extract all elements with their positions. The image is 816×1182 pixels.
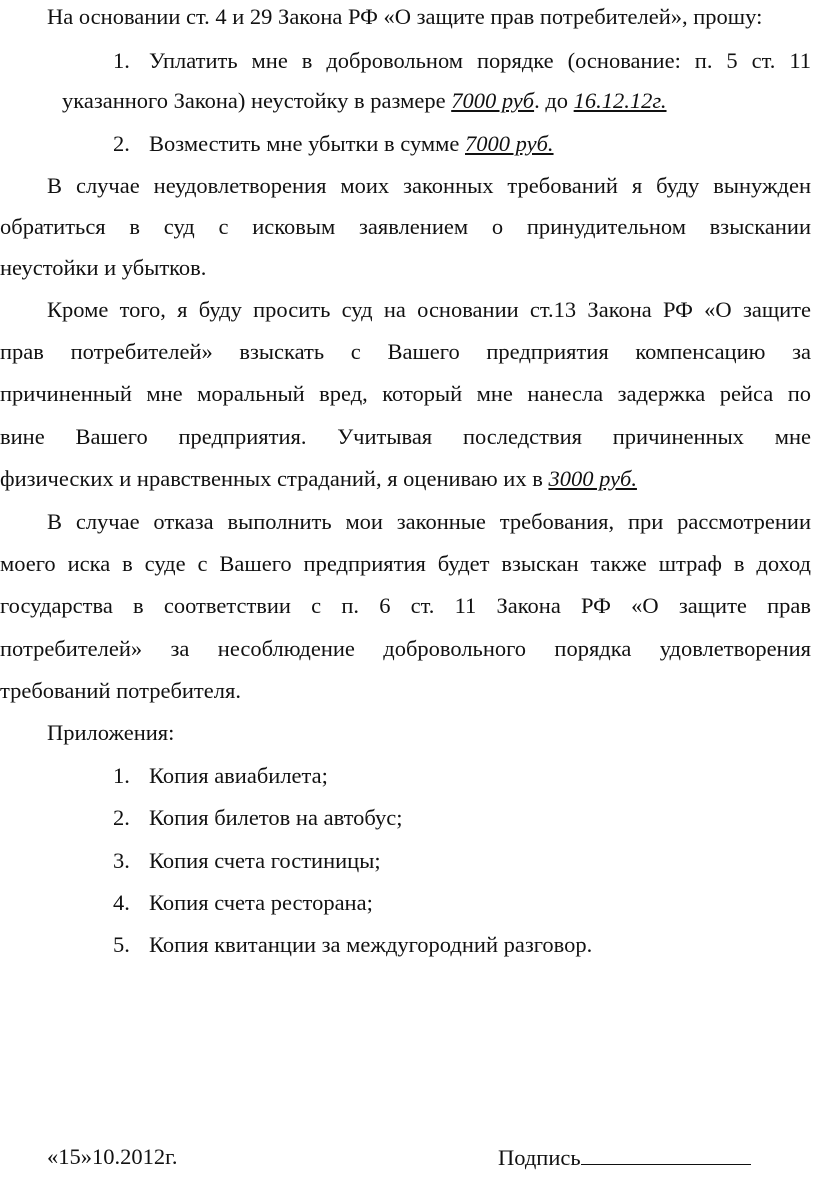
demand-1-amount: 7000 руб bbox=[451, 88, 535, 113]
para-2-line-2: прав потребителей» взыскать с Вашего предприятия компенсацию за bbox=[0, 339, 811, 364]
para-3-line-5: требований потребителя. bbox=[0, 678, 241, 703]
demand-1-line-2-text: указанного Закона) неустойку в размере bbox=[62, 88, 452, 113]
signature-label: Подпись bbox=[498, 1145, 581, 1170]
para-3-line-2: моего иска в суде с Вашего предприятия будет взыскан также штраф в доход bbox=[0, 551, 811, 576]
attachment-1: Копия авиабилета; bbox=[149, 763, 328, 788]
para-2-amount: 3000 руб. bbox=[548, 466, 637, 491]
attachment-3: Копия счета гостиницы; bbox=[149, 848, 381, 873]
attachment-2: Копия билетов на автобус; bbox=[149, 805, 403, 830]
para-2-line-4: вине Вашего предприятия. Учитывая последствия причиненных мне bbox=[0, 424, 811, 449]
para-3-line-3: государства в соответствии с п. 6 ст. 11 Закона РФ «О защите прав bbox=[0, 593, 811, 618]
attachment-5-number: 5. bbox=[113, 932, 130, 957]
para-1-line-3: неустойки и убытков. bbox=[0, 255, 207, 280]
signature-block bbox=[498, 1144, 816, 1171]
para-2-line-1: Кроме того, я буду просить суд на основании ст.13 Закона РФ «О защите bbox=[47, 297, 811, 322]
demand-1-line-1: Уплатить мне в добровольном порядке (основание: п. 5 ст. 11 bbox=[149, 48, 811, 73]
demand-1-connector: . до bbox=[534, 88, 574, 113]
demand-1-number: 1. bbox=[113, 48, 130, 73]
document-date: «15»10.2012г. bbox=[47, 1144, 178, 1169]
demand-2-amount: 7000 руб. bbox=[465, 131, 554, 156]
attachments-heading: Приложения: bbox=[47, 720, 175, 745]
demand-2-line bbox=[149, 131, 816, 157]
demand-2-number: 2. bbox=[113, 131, 130, 156]
para-2-line-3: причиненный мне моральный вред, который мне нанесла задержка рейса по bbox=[0, 381, 811, 406]
attachment-4-number: 4. bbox=[113, 890, 130, 915]
para-1-line-2: обратиться в суд с исковым заявлением о принудительном взыскании bbox=[0, 214, 811, 239]
para-3-line-1: В случае отказа выполнить мои законные требования, при рассмотрении bbox=[47, 509, 811, 534]
attachment-4: Копия счета ресторана; bbox=[149, 890, 373, 915]
para-2-line-5-text: физических и нравственных страданий, я оцениваю их в bbox=[0, 466, 549, 491]
intro-line: На основании ст. 4 и 29 Закона РФ «О защите прав потребителей», прошу: bbox=[47, 4, 763, 29]
demand-1-date: 16.12.12г. bbox=[573, 88, 667, 113]
para-2-line-5 bbox=[0, 466, 816, 492]
demand-1-line-2 bbox=[62, 88, 816, 114]
attachment-3-number: 3. bbox=[113, 848, 130, 873]
attachment-1-number: 1. bbox=[113, 763, 130, 788]
attachment-5: Копия квитанции за междугородний разговор. bbox=[149, 932, 593, 957]
para-1-line-1: В случае неудовлетворения моих законных требований я буду вынужден bbox=[47, 173, 811, 198]
demand-2-text: Возместить мне убытки в сумме bbox=[149, 131, 466, 156]
attachment-2-number: 2. bbox=[113, 805, 130, 830]
para-3-line-4: потребителей» за несоблюдение добровольного порядка удовлетворения bbox=[0, 636, 811, 661]
signature-line bbox=[581, 1144, 751, 1165]
